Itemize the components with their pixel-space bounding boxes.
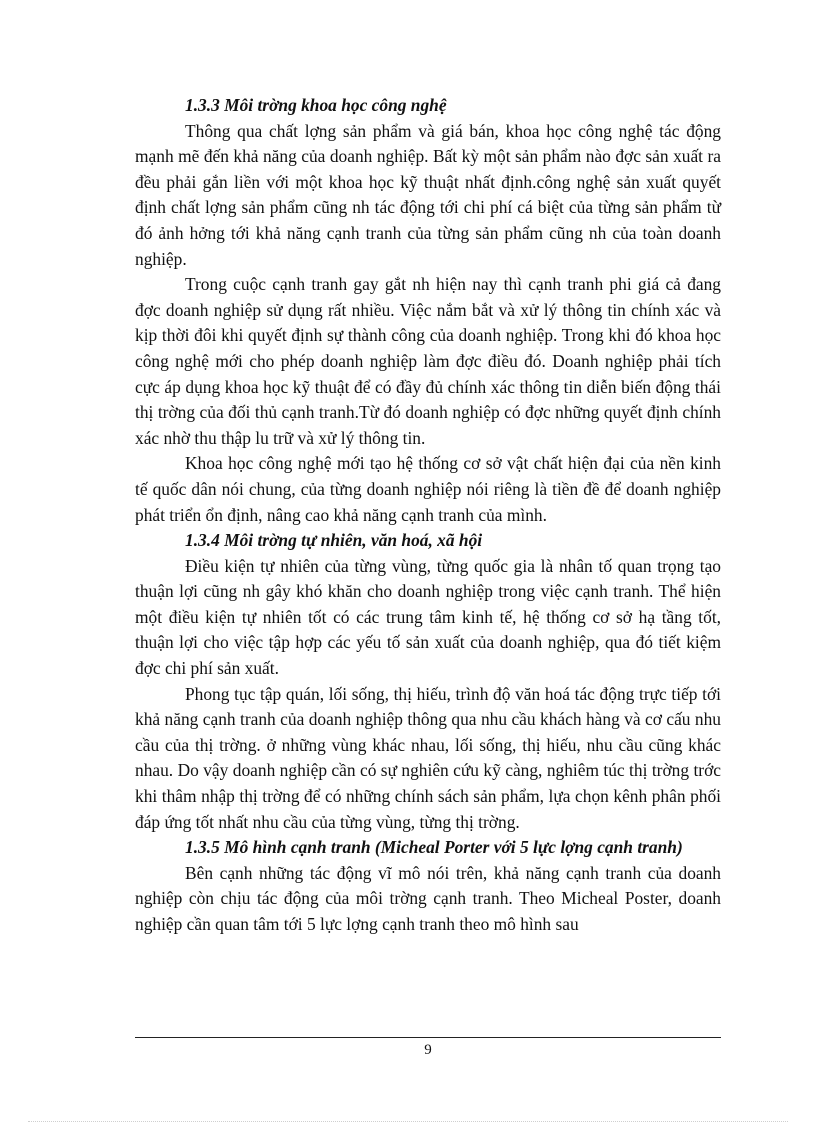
paragraph: Trong cuộc cạnh tranh gay gắt nh hiện nay thì cạnh tranh phi giá cả đang đợc doanh nghiệp sử dụng rất nhiều. Việc nắm bắt và xử lý thông tin chính xác và kịp thời đôi khi quyết định sự thành công của doanh nghiệp. Trong khi đó khoa học công nghệ mới cho phép doanh nghiệp làm đợc điều đó. Doanh nghiệp phải tích cực áp dụng khoa học kỹ thuật để có đầy đủ chính xác thông tin diễn biến động thái thị trờng của đối thủ cạnh tranh.Từ đó doanh nghiệp có đợc những quyết định chính xác nhờ thu thập lu trữ và xử lý thông tin. [135, 274, 721, 448]
paragraph: Thông qua chất lợng sản phẩm và giá bán, khoa học công nghệ tác động mạnh mẽ đến khả năng của doanh nghiệp. Bất kỳ một sản phẩm nào đợc sản xuất ra đều phải gắn liền với một khoa học kỹ thuật nhất định.công nghệ sản xuất quyết định chất lợng sản phẩm cũng nh tác động tới chi phí cá biệt của từng sản phẩm từ đó ảnh hởng tới khả năng cạnh tranh của từng sản phẩm cũng nh của toàn doanh nghiệp. [135, 120, 721, 269]
section-heading-1-3-4: 1.3.4 Môi trờng tự nhiên, văn hoá, xã hội [185, 530, 483, 551]
section-heading-1-3-3: 1.3.3 Môi trờng khoa học công nghệ [185, 95, 447, 115]
paragraph: Điều kiện tự nhiên của từng vùng, từng quốc gia là nhân tố quan trọng tạo thuận lợi cũng nh gây khó khăn cho doanh nghiệp trong việc cạnh tranh. Thể hiện một điều kiện tự nhiên tốt có các trung tâm kinh tế, hệ thống cơ sở hạ tầng tốt, thuận lợi cho việc tập hợp các yếu tố sản xuất của doanh nghiệp, qua đó tiết kiệm đợc chi phí sản xuất. [135, 555, 721, 679]
page-bottom-border [28, 1121, 788, 1122]
paragraph: Phong tục tập quán, lối sống, thị hiếu, trình độ văn hoá tác động trực tiếp tới khả năng cạnh tranh của doanh nghiệp thông qua nhu cầu khách hàng và cơ cấu nhu cầu của thị trờng. ở những vùng khác nhau, lối sống, thị hiếu, nhu cầu cũng khác nhau. Do vậy doanh nghiệp cần có sự nghiên cứu kỹ càng, nghiêm túc thị trờng trớc khi thâm nhập thị trờng để có những chính sách sản phẩm, lựa chọn kênh phân phối đáp ứng tốt nhất nhu cầu của từng vùng, từng thị trờng. [135, 683, 721, 832]
page-number: 9 [424, 1042, 432, 1058]
page-content [135, 93, 721, 938]
section-heading-1-3-5: 1.3.5 Mô hình cạnh tranh (Micheal Porter với 5 lực lợng cạnh tranh) [185, 837, 683, 858]
footer-divider [135, 1037, 721, 1038]
paragraph: Khoa học công nghệ mới tạo hệ thống cơ sở vật chất hiện đại của nền kinh tế quốc dân nói chung, của từng doanh nghiệp nói riêng là tiền đề để doanh nghiệp phát triển ổn định, nâng cao khả năng cạnh tranh của mình. [135, 453, 721, 525]
paragraph: Bên cạnh những tác động vĩ mô nói trên, khả năng cạnh tranh của doanh nghiệp còn chịu tác động của môi trờng cạnh tranh. Theo Micheal Poster, doanh nghiệp cần quan tâm tới 5 lực lợng cạnh tranh theo mô hình sau [135, 862, 721, 934]
